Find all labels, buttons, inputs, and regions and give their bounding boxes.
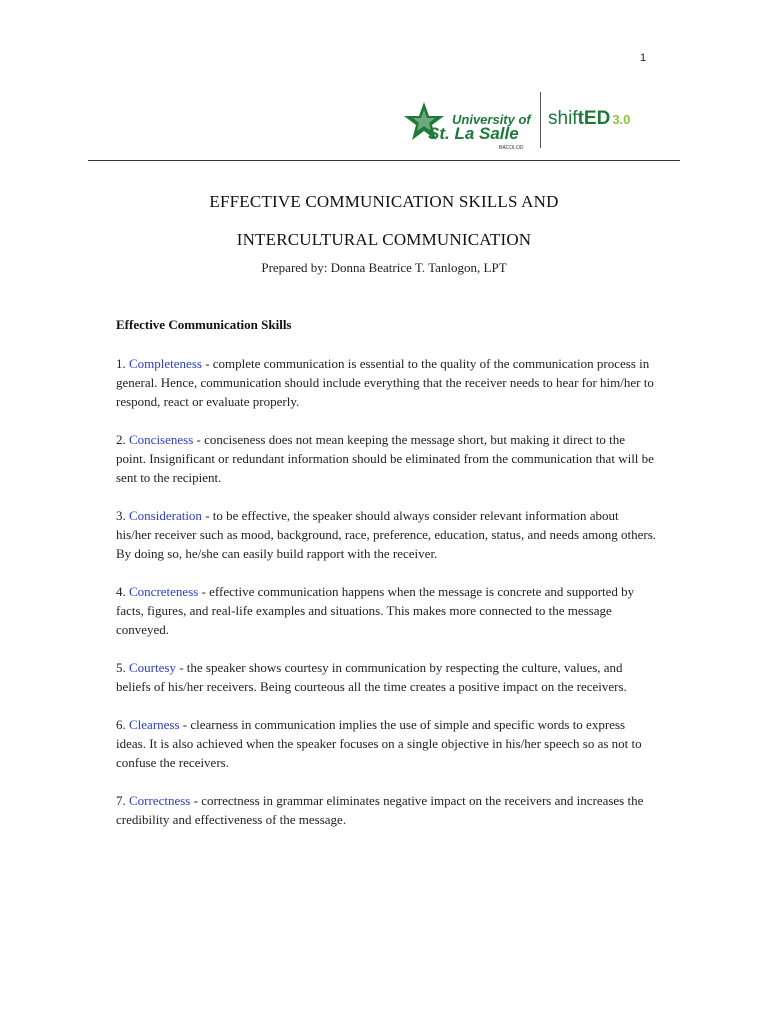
item-number: 7.: [116, 793, 129, 808]
item-term: Correctness: [129, 793, 191, 808]
shifted-logo: [548, 108, 630, 130]
item-text: - clearness in communication implies the use of simple and specific words to express ideas. It is also achieved when the speaker focuses on a single objective in his/her speech so as not to confuse the receivers.: [116, 717, 642, 770]
list-item: [116, 791, 656, 829]
usls-name-line1: University of: [452, 112, 531, 127]
usls-logo: [400, 96, 530, 150]
item-text: - conciseness does not mean keeping the message short, but making it direct to the point. Insignificant or redundant information should be eliminated from the communication that will be sent to the recipient.: [116, 432, 654, 485]
item-term: Courtesy: [129, 660, 176, 675]
item-term: Consideration: [129, 508, 202, 523]
item-text: - effective communication happens when the message is concrete and supported by facts, figures, and real-life examples and situations. This makes more connected to the message conveyed.: [116, 584, 635, 637]
item-number: 1.: [116, 356, 129, 371]
item-text: - complete communication is essential to the quality of the communication process in general. Hence, communication should include everything that the receiver needs to hear for him/her to respond, react or evaluate properly.: [116, 356, 654, 409]
shifted-ted: tED: [577, 108, 611, 129]
item-number: 4.: [116, 584, 129, 599]
item-number: 2.: [116, 432, 129, 447]
item-term: Conciseness: [129, 432, 194, 447]
item-text: - correctness in grammar eliminates negative impact on the receivers and increases the credibility and effectiveness of the message.: [116, 793, 644, 827]
document-title-line2: INTERCULTURAL COMMUNICATION: [236, 230, 532, 249]
item-term: Completeness: [129, 356, 202, 371]
list-item: [116, 506, 656, 563]
usls-name-line2: St. La Salle: [428, 124, 519, 143]
list-item: [116, 354, 656, 411]
list-item: [116, 582, 656, 639]
list-item: [116, 658, 656, 696]
document-title-line1: EFFECTIVE COMMUNICATION SKILLS AND: [209, 192, 559, 211]
item-term: Clearness: [129, 717, 180, 732]
item-number: 5.: [116, 660, 129, 675]
skills-list: [116, 354, 656, 848]
item-term: Concreteness: [129, 584, 199, 599]
list-item: [116, 430, 656, 487]
page-number: 1: [640, 52, 647, 64]
usls-location: BACOLOD: [499, 145, 524, 151]
shifted-prefix: shif: [548, 108, 578, 129]
header-rule: [88, 160, 680, 161]
shifted-version: 3.0: [612, 112, 631, 127]
list-item: [116, 715, 656, 772]
header-logos: [400, 90, 690, 152]
author-line: Prepared by: Donna Beatrice T. Tanlogon, LPT: [261, 260, 507, 275]
section-heading: Effective Communication Skills: [116, 317, 292, 332]
item-number: 3.: [116, 508, 129, 523]
item-text: - the speaker shows courtesy in communication by respecting the culture, values, and beliefs of his/her receivers. Being courteous all the time creates a positive impact on the receivers.: [116, 660, 627, 694]
item-text: - to be effective, the speaker should always consider relevant information about his/her receiver such as mood, background, race, preference, education, status, and needs among others. By doing so, he/she can easily build rapport with the receiver.: [116, 508, 657, 561]
logo-divider: [540, 92, 541, 148]
item-number: 6.: [116, 717, 129, 732]
